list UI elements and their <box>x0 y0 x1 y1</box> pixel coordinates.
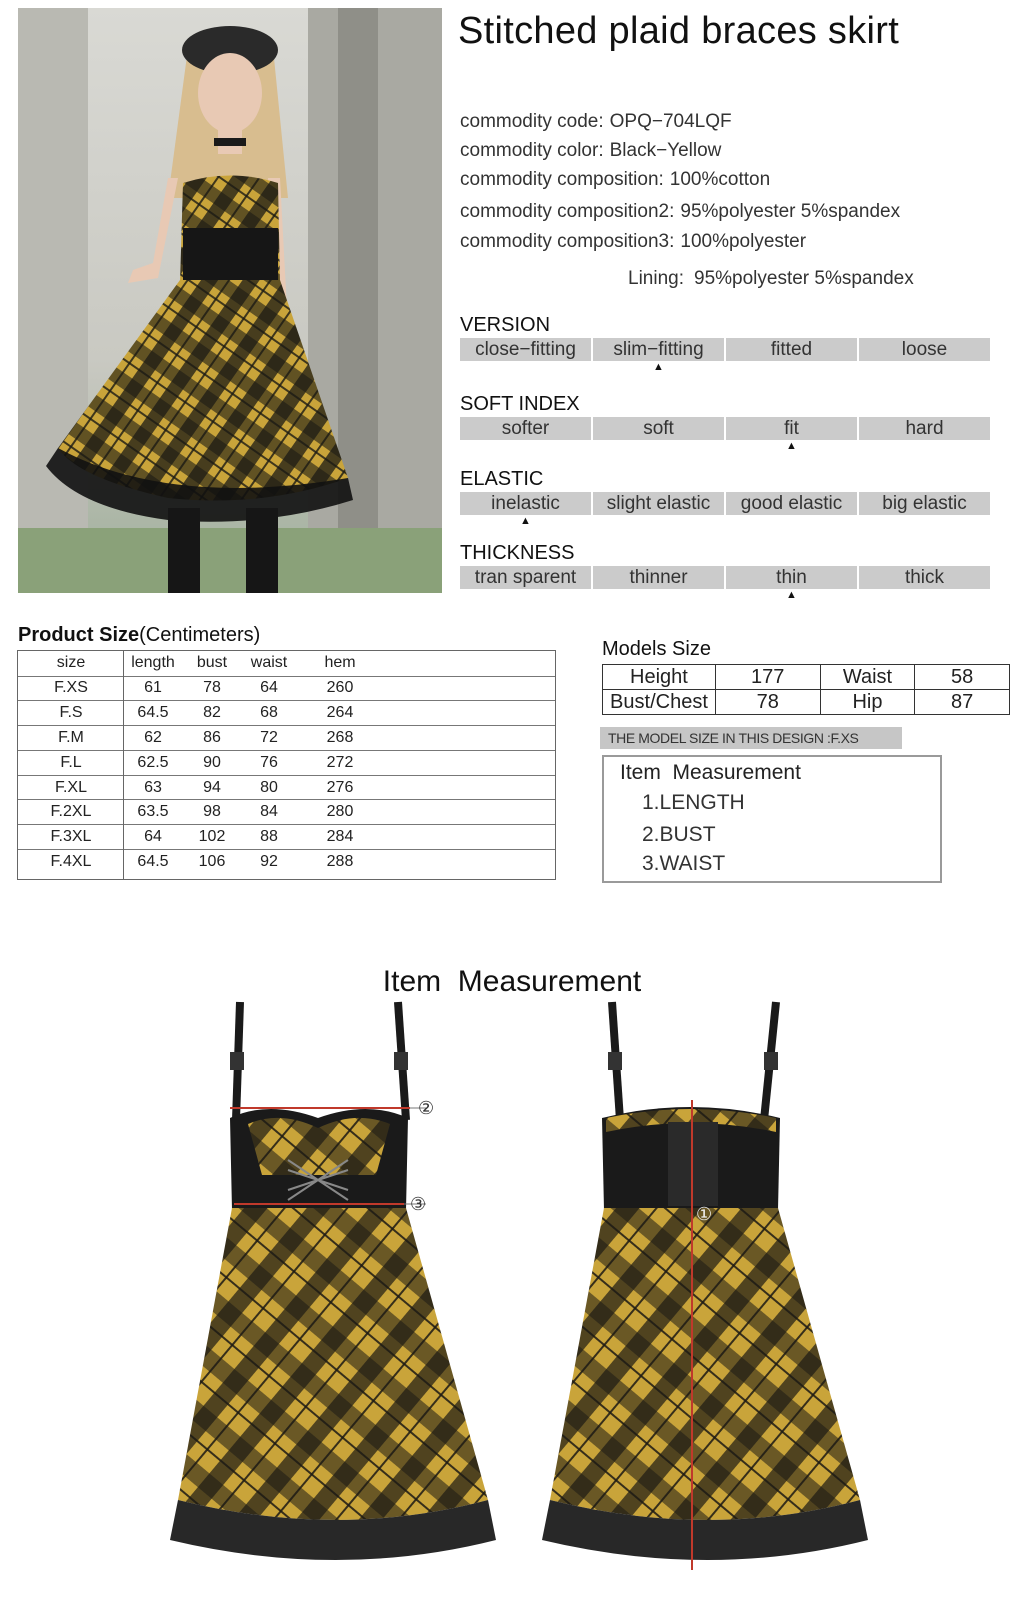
rating-option: close−fitting <box>460 338 591 361</box>
column-header: bust <box>196 653 228 671</box>
rating-option: hard <box>859 417 990 440</box>
rating-soft-index <box>460 393 990 452</box>
selection-marker-icon <box>460 440 591 452</box>
product-size-unit: (Centimeters) <box>139 624 261 646</box>
rating-title: THICKNESS <box>460 542 575 564</box>
table-cell: 87 <box>915 690 1010 715</box>
rating-bar <box>460 338 990 361</box>
table-cell: 82 <box>203 704 221 722</box>
product-size-table <box>18 650 555 874</box>
spec-composition2 <box>460 201 900 223</box>
column-header: length <box>131 653 175 671</box>
selection-marker-icon <box>593 440 724 452</box>
table-cell: 98 <box>203 803 221 821</box>
spec-commodity-color <box>460 140 721 162</box>
spec-label: commodity composition2: <box>460 201 675 222</box>
selection-marker-icon: ▲ <box>786 440 797 452</box>
table-cell: 64.5 <box>137 704 169 722</box>
table-row <box>18 701 555 726</box>
spec-value: 95%polyester 5%spandex <box>694 268 914 289</box>
selection-marker-icon <box>859 440 990 452</box>
table-cell: 86 <box>203 728 221 746</box>
table-cell: 264 <box>326 704 354 722</box>
table-cell: 84 <box>260 803 278 821</box>
rating-option: thin <box>726 566 857 589</box>
measurement-item: 1.LENGTH <box>642 791 745 814</box>
selection-marker-icon: ▲ <box>786 589 797 601</box>
item-measurement-heading: Item Measurement <box>620 761 801 784</box>
product-size-heading: Product Size <box>18 624 140 646</box>
table-row <box>18 800 555 825</box>
selection-marker-icon <box>859 589 990 601</box>
table-cell: 72 <box>260 728 278 746</box>
selection-marker-icon <box>593 515 724 527</box>
spec-label: commodity composition: <box>460 169 664 190</box>
rating-option: tran sparent <box>460 566 591 589</box>
table-cell: F.4XL <box>50 853 92 871</box>
table-cell: 88 <box>260 828 278 846</box>
table-cell: 63 <box>144 778 162 796</box>
product-title: Stitched plaid braces skirt <box>458 10 900 52</box>
spec-commodity-code <box>460 111 732 133</box>
table-cell: Height <box>603 665 716 690</box>
table-cell: 90 <box>203 753 221 771</box>
column-header: size <box>56 653 86 671</box>
rating-marker-row <box>460 361 990 373</box>
table-cell: 94 <box>203 778 221 796</box>
models-size-table <box>602 664 1010 715</box>
selection-marker-icon: ▲ <box>653 361 664 373</box>
table-row <box>18 825 555 850</box>
rating-bar <box>460 566 990 589</box>
rating-title: SOFT INDEX <box>460 393 580 415</box>
table-cell: 62 <box>144 728 162 746</box>
table-cell: Waist <box>820 665 915 690</box>
column-header: waist <box>250 653 288 671</box>
table-cell: F.S <box>59 704 83 722</box>
table-cell: 64.5 <box>137 853 169 871</box>
table-row <box>18 750 555 775</box>
rating-option: softer <box>460 417 591 440</box>
rating-bar <box>460 417 990 440</box>
table-cell: 64 <box>260 679 278 697</box>
selection-marker-icon <box>859 515 990 527</box>
table-cell: 62.5 <box>137 753 169 771</box>
table-row <box>18 726 555 751</box>
table-row <box>18 850 555 875</box>
spec-composition3 <box>460 231 806 253</box>
callout-length: ① <box>696 1204 713 1224</box>
spec-label: Lining: <box>628 268 684 289</box>
table-cell: 64 <box>144 828 162 846</box>
table-cell: 288 <box>326 853 354 871</box>
table-row <box>18 676 555 701</box>
table-row <box>603 690 1010 715</box>
rating-title: VERSION <box>460 314 551 336</box>
table-cell: 58 <box>915 665 1010 690</box>
selection-marker-icon <box>593 589 724 601</box>
dress-front-diagram <box>168 1000 518 1600</box>
rating-option: fit <box>726 417 857 440</box>
table-divider <box>123 650 124 880</box>
rating-option: big elastic <box>859 492 990 515</box>
table-header-row <box>18 650 555 676</box>
table-cell: 80 <box>260 778 278 796</box>
rating-option: soft <box>593 417 724 440</box>
table-cell: 63.5 <box>137 803 169 821</box>
rating-version <box>460 314 990 373</box>
rating-title: ELASTIC <box>460 468 544 490</box>
spec-label: commodity composition3: <box>460 231 675 252</box>
spec-value: 100%polyester <box>680 231 807 252</box>
rating-option: fitted <box>726 338 857 361</box>
rating-thickness <box>460 542 990 601</box>
rating-option: good elastic <box>726 492 857 515</box>
table-row <box>603 665 1010 690</box>
rating-option: loose <box>859 338 990 361</box>
rating-marker-row <box>460 440 990 452</box>
rating-elastic <box>460 468 990 527</box>
table-cell: F.M <box>58 728 84 746</box>
table-cell: 106 <box>198 853 226 871</box>
rating-marker-row <box>460 589 990 601</box>
spec-label: commodity code: <box>460 111 604 132</box>
spec-value: 100%cotton <box>669 169 771 190</box>
model-size-note: THE MODEL SIZE IN THIS DESIGN :F.XS <box>600 727 902 749</box>
table-cell: F.XL <box>54 778 87 796</box>
spec-composition <box>460 169 770 191</box>
dress-back-diagram <box>540 1000 890 1600</box>
spec-lining <box>628 268 914 290</box>
rating-option: thick <box>859 566 990 589</box>
selection-marker-icon <box>460 361 591 373</box>
table-cell: 92 <box>260 853 278 871</box>
selection-marker-icon <box>460 589 591 601</box>
model-photo <box>18 8 442 593</box>
selection-marker-icon <box>726 361 857 373</box>
table-cell: 284 <box>326 828 354 846</box>
spec-value: Black−Yellow <box>609 140 722 161</box>
spec-value: OPQ−704LQF <box>609 111 732 132</box>
product-size-title <box>18 624 260 647</box>
models-size-title: Models Size <box>602 638 711 660</box>
table-cell: 76 <box>260 753 278 771</box>
rating-option: inelastic <box>460 492 591 515</box>
table-cell: 177 <box>715 665 820 690</box>
rating-option: slim−fitting <box>593 338 724 361</box>
callout-waist: ③ <box>410 1194 427 1214</box>
table-cell: 78 <box>715 690 820 715</box>
table-cell: 280 <box>326 803 354 821</box>
table-cell: F.2XL <box>50 803 92 821</box>
rating-option: thinner <box>593 566 724 589</box>
spec-label: commodity color: <box>460 140 604 161</box>
rating-option: slight elastic <box>593 492 724 515</box>
table-cell: Bust/Chest <box>603 690 716 715</box>
item-measurement-box <box>602 755 942 883</box>
table-cell: F.L <box>60 753 82 771</box>
rating-bar <box>460 492 990 515</box>
column-header: hem <box>324 653 356 671</box>
table-cell: 268 <box>326 728 354 746</box>
table-cell: F.XS <box>54 679 88 697</box>
table-cell: 68 <box>260 704 278 722</box>
table-cell: 276 <box>326 778 354 796</box>
table-cell: 260 <box>326 679 354 697</box>
bottom-section-title: Item Measurement <box>382 965 642 998</box>
selection-marker-icon: ▲ <box>520 515 531 527</box>
measurement-item: 2.BUST <box>642 823 716 846</box>
table-cell: 102 <box>198 828 226 846</box>
table-cell: 272 <box>326 753 354 771</box>
spec-value: 95%polyester 5%spandex <box>680 201 901 222</box>
selection-marker-icon <box>726 515 857 527</box>
callout-bust: ② <box>418 1098 435 1118</box>
table-cell: 61 <box>144 679 162 697</box>
rating-marker-row <box>460 515 990 527</box>
measurement-item: 3.WAIST <box>642 852 726 875</box>
table-cell: 78 <box>203 679 221 697</box>
table-cell: Hip <box>820 690 915 715</box>
table-row <box>18 775 555 800</box>
table-cell: F.3XL <box>50 828 92 846</box>
selection-marker-icon <box>859 361 990 373</box>
